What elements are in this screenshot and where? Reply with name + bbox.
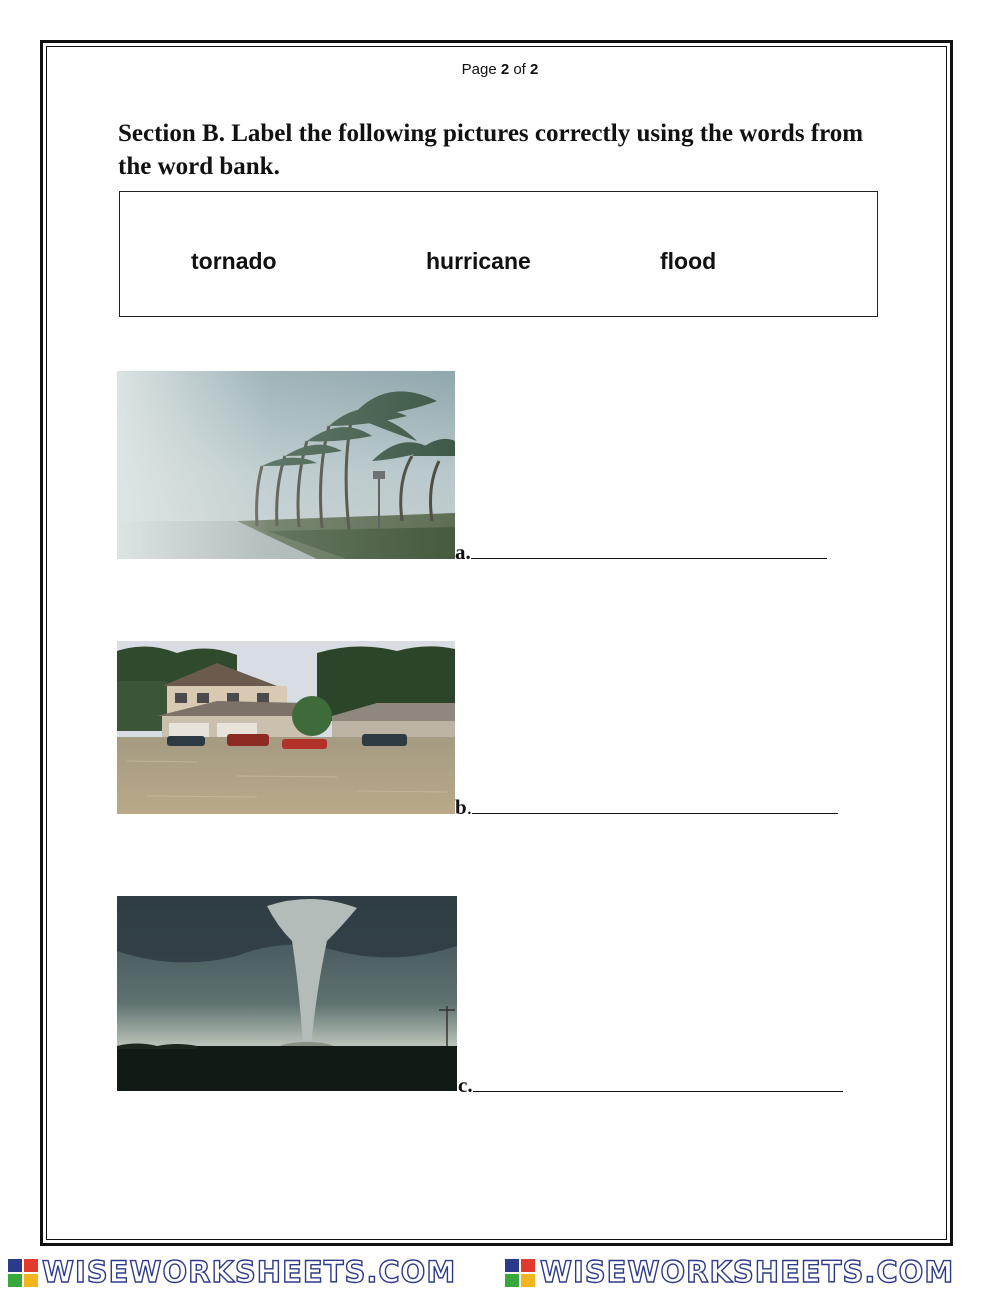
answer-a-line[interactable] xyxy=(471,540,827,559)
answer-b[interactable]: b. xyxy=(455,795,838,820)
hurricane-photo xyxy=(117,371,455,559)
answer-b-line[interactable] xyxy=(472,795,838,814)
tornado-photo xyxy=(117,896,457,1091)
answer-c[interactable]: c. xyxy=(458,1073,843,1098)
wiseworksheets-logo-icon xyxy=(8,1259,38,1287)
watermark-text: WISEWORKSHEETS.COM xyxy=(540,1255,955,1289)
word-bank-item-tornado: tornado xyxy=(191,248,277,274)
page-number: Page 2 of 2 xyxy=(461,61,539,78)
watermark-text: WISEWORKSHEETS.COM xyxy=(42,1255,457,1289)
answer-a[interactable]: a. xyxy=(455,540,827,565)
word-bank xyxy=(119,191,878,317)
footer-watermark xyxy=(0,1255,1000,1291)
flood-photo xyxy=(117,641,455,814)
word-bank-item-hurricane: hurricane xyxy=(426,248,531,274)
word-bank-item-flood: flood xyxy=(660,248,717,274)
section-title: Section B. Label the following pictures correctly using the words from the word bank. xyxy=(118,120,864,180)
answer-c-line[interactable] xyxy=(473,1073,843,1092)
wiseworksheets-logo-icon xyxy=(505,1259,535,1287)
